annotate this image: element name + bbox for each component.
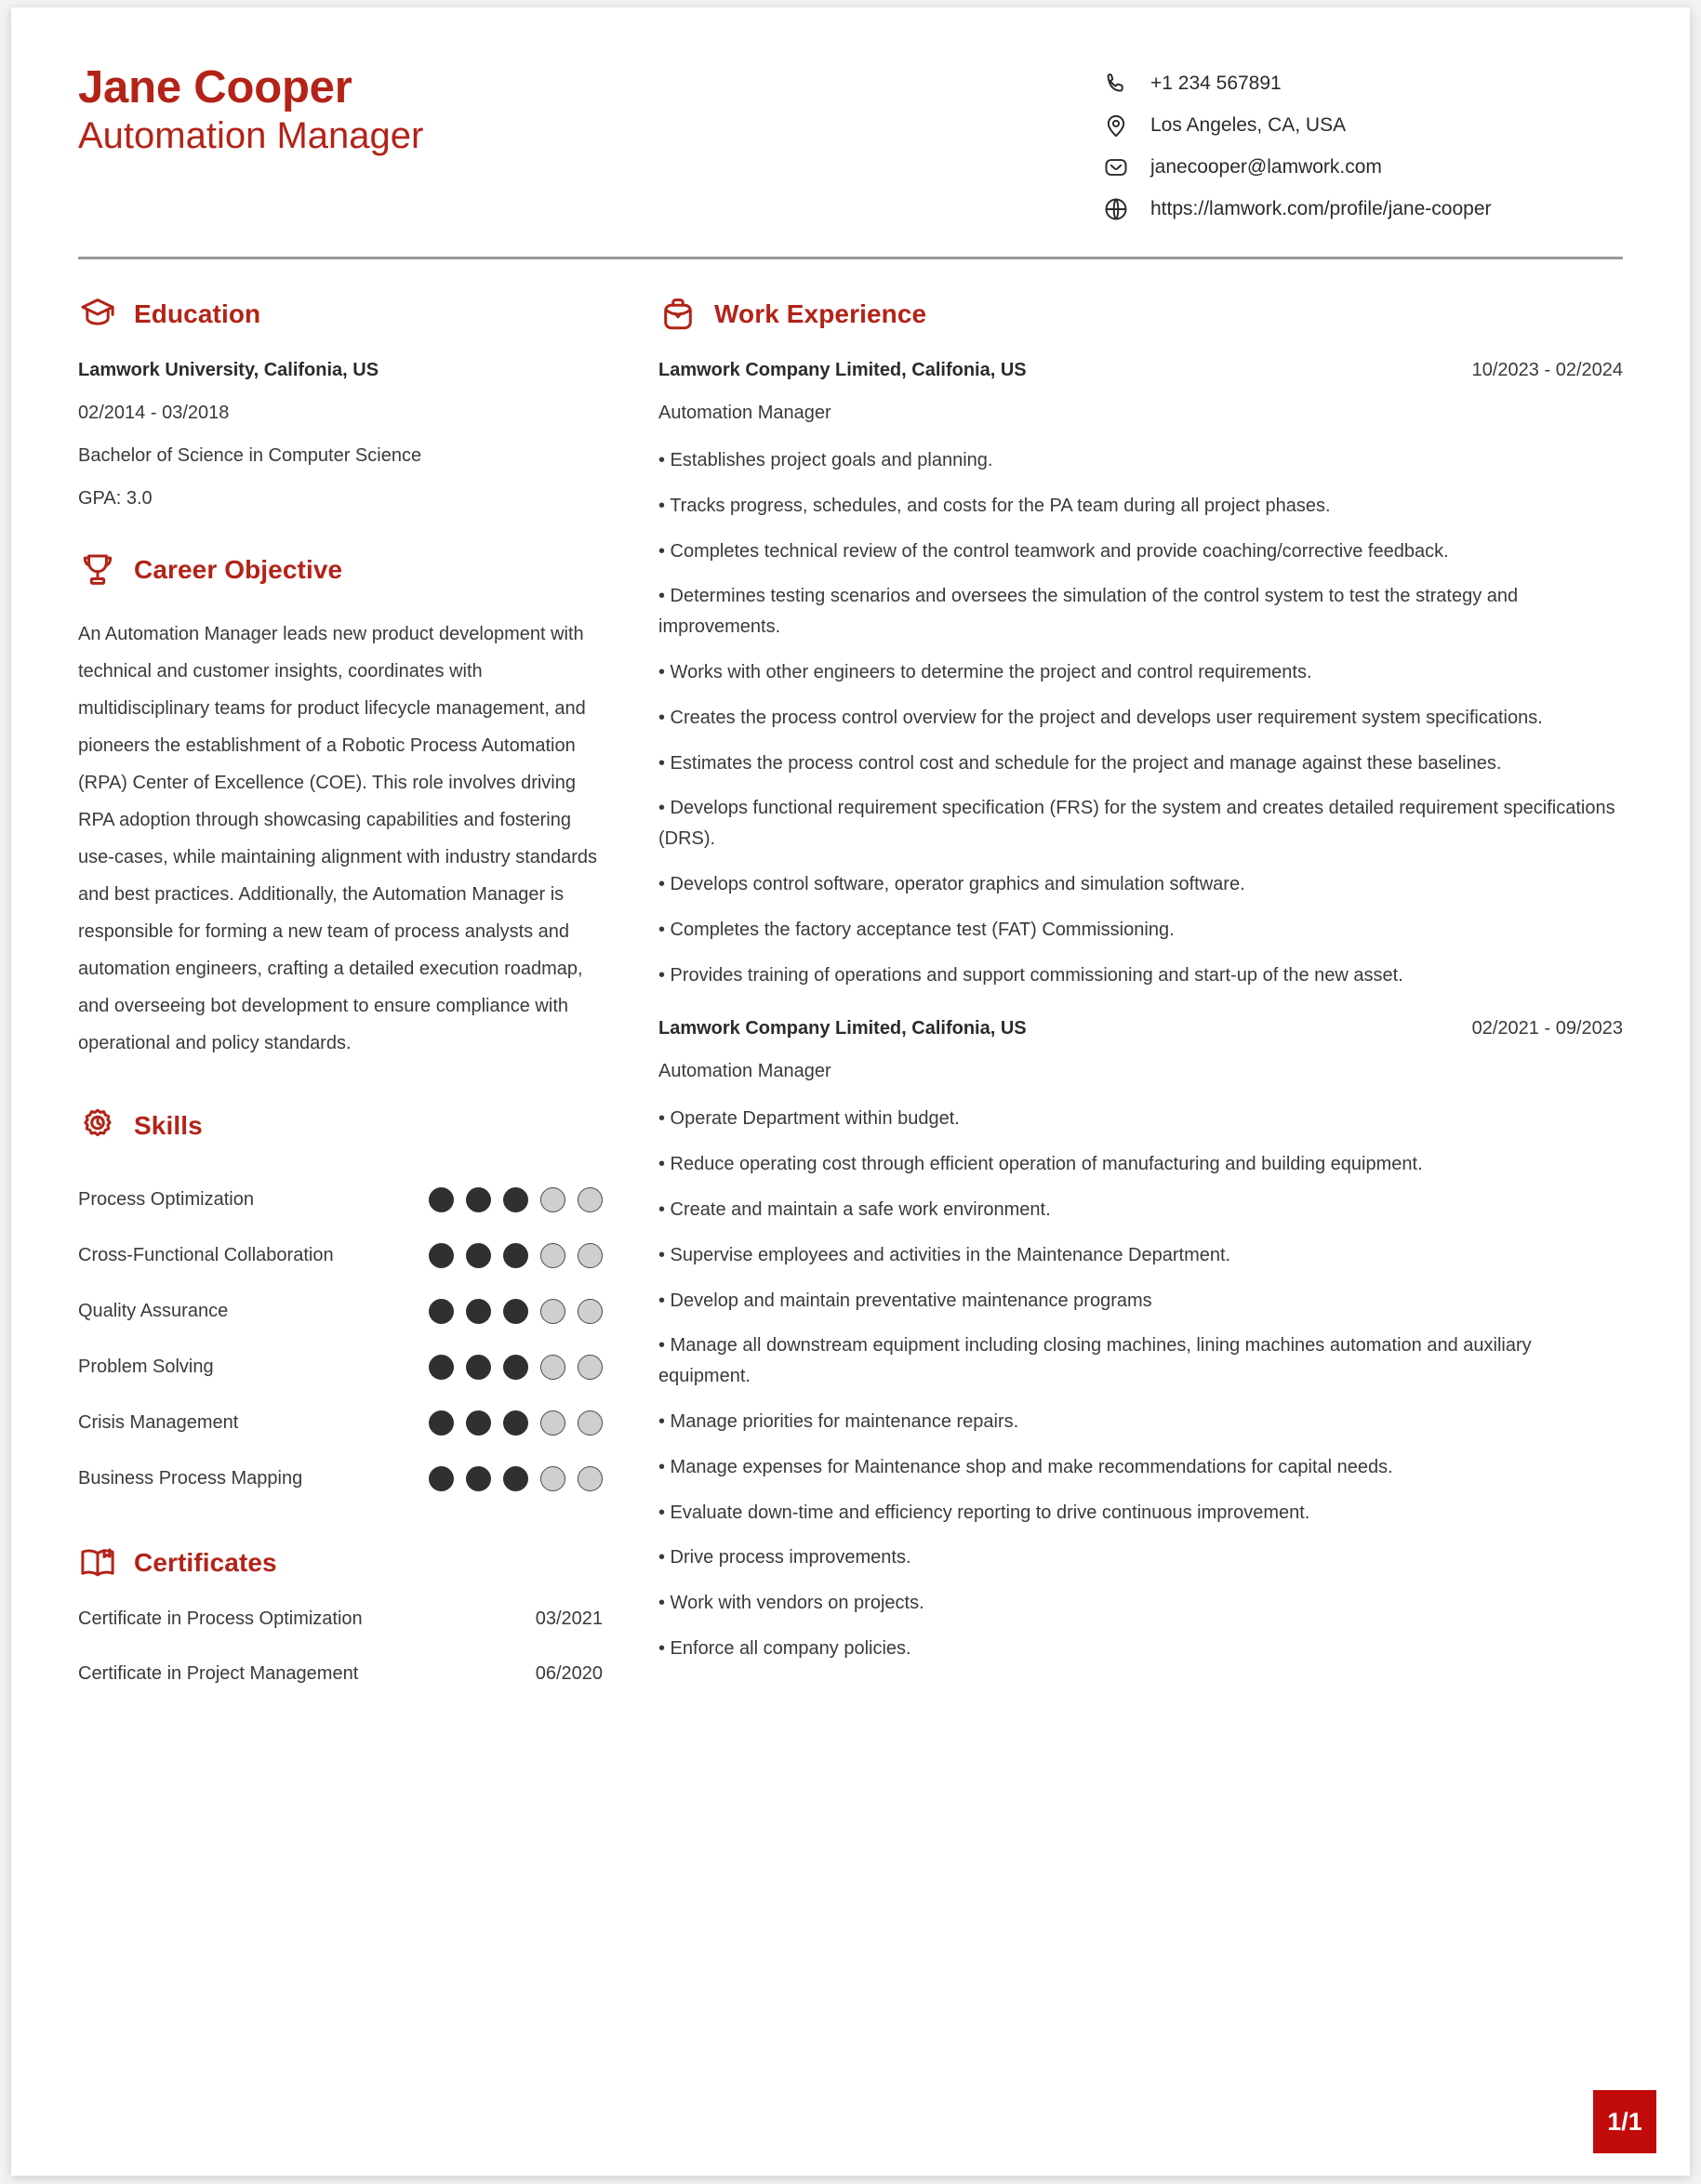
job-bullet: • Develop and maintain preventative maintenance programs (658, 1290, 1152, 1311)
certificate-date: 03/2021 (535, 1608, 603, 1629)
rating-dot-filled (429, 1187, 454, 1212)
location-icon (1102, 112, 1130, 139)
jobs-list (658, 360, 1623, 1664)
header-divider (78, 257, 1623, 259)
skills-heading (78, 1106, 603, 1145)
skill-row (78, 1227, 603, 1283)
certificates-list (78, 1608, 603, 1718)
section-career-objective (78, 550, 603, 1062)
job-organization: Lamwork Company Limited, Califonia, US (658, 360, 1027, 380)
contact-website[interactable] (1102, 188, 1623, 230)
job-bullet: • Evaluate down-time and efficiency reporting to drive continuous improvement. (658, 1502, 1310, 1523)
rating-dot-filled (503, 1466, 528, 1491)
page-indicator-badge: 1/1 (1593, 2090, 1656, 2153)
rating-dot-empty (578, 1410, 603, 1436)
job-bullet: • Completes technical review of the control teamwork and provide coaching/corrective feedback. (658, 540, 1449, 562)
skills-list (78, 1171, 603, 1506)
rating-dot-filled (503, 1299, 528, 1324)
skill-rating-dots (429, 1243, 603, 1268)
job-bullet: • Reduce operating cost through efficient operation of manufacturing and building equipment. (658, 1154, 1423, 1175)
rating-dot-empty (540, 1410, 565, 1436)
education-gpa: GPA: 3.0 (78, 488, 153, 509)
briefcase-icon (658, 295, 698, 334)
contact-email[interactable] (1102, 146, 1623, 188)
contact-location-text: Los Angeles, CA, USA (1150, 113, 1347, 136)
contact-phone-text: +1 234 567891 (1150, 72, 1282, 94)
work-experience-title: Work Experience (714, 299, 927, 328)
rating-dot-empty (578, 1466, 603, 1491)
email-icon (1102, 153, 1130, 181)
certificate-date: 06/2020 (535, 1663, 603, 1684)
skill-name: Quality Assurance (78, 1300, 229, 1321)
job-bullet: • Create and maintain a safe work environment. (658, 1198, 1051, 1220)
open-book-icon (78, 1543, 117, 1582)
job-role: Automation Manager (658, 403, 831, 423)
education-heading (78, 295, 603, 334)
skill-name: Problem Solving (78, 1356, 214, 1377)
job-bullet: • Creates the process control overview for the project and develops user requirement system specifications. (658, 707, 1543, 728)
skill-rating-dots (429, 1410, 603, 1436)
rating-dot-filled (466, 1466, 491, 1491)
left-column (78, 295, 634, 1726)
job-bullet: • Supervise employees and activities in the Maintenance Department. (658, 1244, 1231, 1265)
job-bullet: • Manage priorities for maintenance repairs. (658, 1410, 1019, 1432)
rating-dot-filled (466, 1355, 491, 1380)
job-bullet: • Tracks progress, schedules, and costs for the PA team during all project phases. (658, 495, 1331, 516)
rating-dot-filled (429, 1355, 454, 1380)
rating-dot-filled (466, 1187, 491, 1212)
section-education (78, 295, 603, 510)
contact-location[interactable] (1102, 104, 1623, 146)
rating-dot-filled (429, 1410, 454, 1436)
skill-name: Process Optimization (78, 1188, 254, 1210)
skill-row (78, 1283, 603, 1339)
job-bullet: • Determines testing scenarios and oversees the simulation of the control system to test the strategy and improvements. (658, 586, 1519, 638)
skill-name: Cross-Functional Collaboration (78, 1244, 334, 1265)
job-bullet: • Drive process improvements. (658, 1547, 911, 1569)
graduation-cap-icon (78, 295, 117, 334)
work-experience-heading (658, 295, 1623, 334)
contact-website-text: https://lamwork.com/profile/jane-cooper (1150, 197, 1492, 219)
certificate-name: Certificate in Process Optimization (78, 1608, 363, 1629)
job-bullet: • Manage all downstream equipment including closing machines, lining machines automation and auxiliary equipment. (658, 1335, 1532, 1387)
rating-dot-filled (503, 1410, 528, 1436)
job-bullet: • Estimates the process control cost and schedule for the project and manage against these baselines. (658, 752, 1502, 774)
skill-row (78, 1171, 603, 1227)
job-header (658, 360, 1623, 381)
phone-icon (1102, 70, 1130, 98)
job-bullet: • Works with other engineers to determine the project and control requirements. (658, 661, 1312, 682)
job-bullet: • Develops control software, operator graphics and simulation software. (658, 873, 1245, 894)
rating-dot-filled (503, 1187, 528, 1212)
rating-dot-filled (503, 1243, 528, 1268)
right-column (634, 295, 1623, 1726)
rating-dot-empty (578, 1299, 603, 1324)
contact-email-text: janecooper@lamwork.com (1150, 155, 1382, 178)
job-bullet: • Operate Department within budget. (658, 1108, 960, 1130)
candidate-name: Jane Cooper (78, 62, 352, 113)
education-organization: Lamwork University, Califonia, US (78, 360, 379, 380)
rating-dot-empty (540, 1299, 565, 1324)
rating-dot-filled (503, 1355, 528, 1380)
certificates-title: Certificates (134, 1548, 277, 1577)
skill-rating-dots (429, 1187, 603, 1212)
job-entry (658, 1018, 1623, 1663)
rating-dot-empty (540, 1187, 565, 1212)
skills-title: Skills (134, 1111, 203, 1140)
education-dates: 02/2014 - 03/2018 (78, 403, 230, 423)
globe-icon (1102, 195, 1130, 223)
career-objective-text: An Automation Manager leads new product development with technical and customer insights, coordinates with multidisciplinary teams for product lifecycle management, and pioneers the establishment of a Robotic Process Automation (RPA) Center of Excellence (COE). This role involves driving RPA adoption through showcasing capabilities and fostering use-cases, while maintaining alignment with industry standards and best practices. Additionally, the Automation Manager is responsible for forming a new team of process analysts and automation engineers, crafting a detailed execution roadmap, and overseeing bot development to ensure compliance with operational and policy standards. (78, 624, 598, 1053)
job-role: Automation Manager (658, 1061, 831, 1082)
education-degree: Bachelor of Science in Computer Science (78, 445, 422, 466)
resume-page (11, 7, 1690, 2176)
skill-rating-dots (429, 1355, 603, 1380)
job-dates: 10/2023 - 02/2024 (1471, 360, 1623, 380)
education-title: Education (134, 299, 261, 328)
certificate-row (78, 1663, 603, 1718)
rating-dot-empty (540, 1243, 565, 1268)
rating-dot-filled (466, 1410, 491, 1436)
rating-dot-empty (540, 1466, 565, 1491)
job-bullet: • Provides training of operations and support commissioning and start-up of the new asset. (658, 964, 1403, 986)
skill-rating-dots (429, 1299, 603, 1324)
job-bullet: • Work with vendors on projects. (658, 1593, 924, 1614)
rating-dot-empty (578, 1355, 603, 1380)
rating-dot-filled (429, 1243, 454, 1268)
resume-body (78, 295, 1623, 1726)
candidate-job-title: Automation Manager (78, 114, 424, 156)
skill-row (78, 1395, 603, 1450)
identity-block (78, 59, 423, 159)
rating-dot-filled (429, 1466, 454, 1491)
contact-phone[interactable] (1102, 62, 1623, 104)
rating-dot-empty (578, 1243, 603, 1268)
skill-row (78, 1450, 603, 1506)
rating-dot-filled (466, 1299, 491, 1324)
job-bullet: • Develops functional requirement specification (FRS) for the system and creates detailed requirement specifications (DRS). (658, 798, 1615, 850)
rating-dot-filled (466, 1243, 491, 1268)
job-bullet: • Establishes project goals and planning. (658, 450, 993, 470)
job-organization: Lamwork Company Limited, Califonia, US (658, 1018, 1027, 1039)
job-bullet: • Enforce all company policies. (658, 1637, 911, 1659)
job-bullet: • Completes the factory acceptance test (FAT) Commissioning. (658, 919, 1175, 940)
section-skills (78, 1106, 603, 1506)
skill-name: Business Process Mapping (78, 1467, 303, 1489)
skill-row (78, 1339, 603, 1395)
rating-dot-empty (540, 1355, 565, 1380)
trophy-icon (78, 550, 117, 589)
job-dates: 02/2021 - 09/2023 (1471, 1018, 1623, 1039)
career-objective-title: Career Objective (134, 555, 343, 584)
certificates-heading (78, 1543, 603, 1582)
certificate-row (78, 1608, 603, 1663)
resume-header (78, 59, 1623, 230)
job-header (658, 1018, 1623, 1039)
section-work-experience (658, 295, 1623, 1664)
section-certificates (78, 1543, 603, 1718)
job-entry (658, 360, 1623, 990)
rating-dot-filled (429, 1299, 454, 1324)
rating-dot-empty (578, 1187, 603, 1212)
career-objective-heading (78, 550, 603, 589)
contact-list (1102, 59, 1623, 230)
certificate-name: Certificate in Project Management (78, 1663, 359, 1684)
skill-rating-dots (429, 1466, 603, 1491)
skill-name: Crisis Management (78, 1411, 239, 1433)
job-bullet: • Manage expenses for Maintenance shop and make recommendations for capital needs. (658, 1456, 1393, 1477)
gear-clock-icon (78, 1106, 117, 1145)
